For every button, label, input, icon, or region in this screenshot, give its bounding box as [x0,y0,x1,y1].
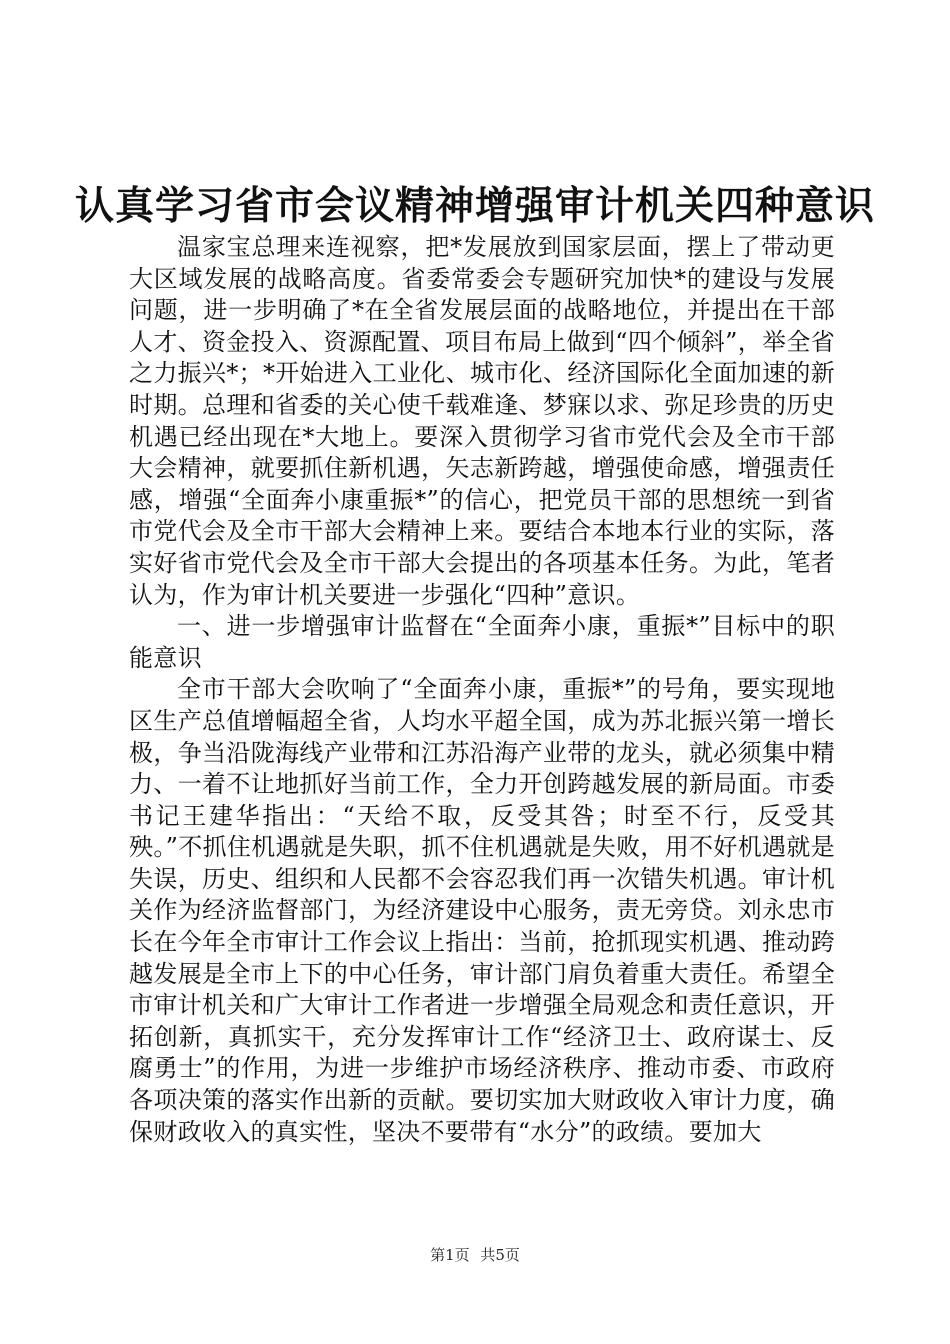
page-total: 共5页 [480,1246,520,1264]
paragraph-section-1: 全市干部大会吹响了“全面奔小康，重振*”的号角，要实现地区生产总值增幅超全省，人均水平超全国，成为苏北振兴第一增长极，争当沿陇海线产业带和江苏沿海产业带的龙头，就必须集中精力、一着不让地抓好当前工作，全力开创跨越发展的新局面。市委书记王建华指出：“天给不取，反受其咎；时至不行，反受其殃。”不抓住机遇就是失职，抓不住机遇就是失败，用不好机遇就是失误，历史、组织和人民都不会容忍我们再一次错失机遇。审计机关作为经济监督部门，为经济建设中心服务，责无旁贷。刘永忠市长在今年全市审计工作会议上指出：当前，抢抓现实机遇、推动跨越发展是全市上下的中心任务，审计部门肩负着重大责任。希望全市审计机关和广大审计工作者进一步增强全局观念和责任意识，开拓创新，真抓实干，充分发挥审计工作“经济卫士、政府谋士、反腐勇士”的作用，为进一步维护市场经济秩序、推动市委、市政府各项决策的落实作出新的贡献。要切实加大财政收入审计力度，确保财政收入的真实性，坚决不要带有“水分”的政绩。要加大 [129,675,835,1146]
document-title: 认真学习省市会议精神增强审计机关四种意识 [74,184,875,229]
page-number: 第1页 [430,1246,470,1264]
section-heading-1: 一、进一步增强审计监督在“全面奔小康，重振*”目标中的职能意识 [129,612,835,672]
paragraph-intro: 温家宝总理来连视察，把*发展放到国家层面，摆上了带动更大区域发展的战略高度。省委常委会专题研究加快*的建设与发展问题，进一步明确了*在全省发展层面的战略地位，并提出在干部人才、资金投入、资源配置、项目布局上做到“四个倾斜”，举全省之力振兴*；*开始进入工业化、城市化、经济国际化全面加速的新时期。总理和省委的关心使千载难逢、梦寐以求、弥足珍贵的历史机遇已经出现在*大地上。要深入贯彻学习省市党代会及全市干部大会精神，就要抓住新机遇，矢志新跨越，增强使命感，增强责任感，增强“全面奔小康重振*”的信心，把党员干部的思想统一到省市党代会及全市干部大会精神上来。要结合本地本行业的实际，落实好省市党代会及全市干部大会提出的各项基本任务。为此，笔者认为，作为审计机关要进一步强化“四种”意识。 [129,233,835,609]
document-body [129,232,835,1148]
page-footer [0,1245,950,1265]
